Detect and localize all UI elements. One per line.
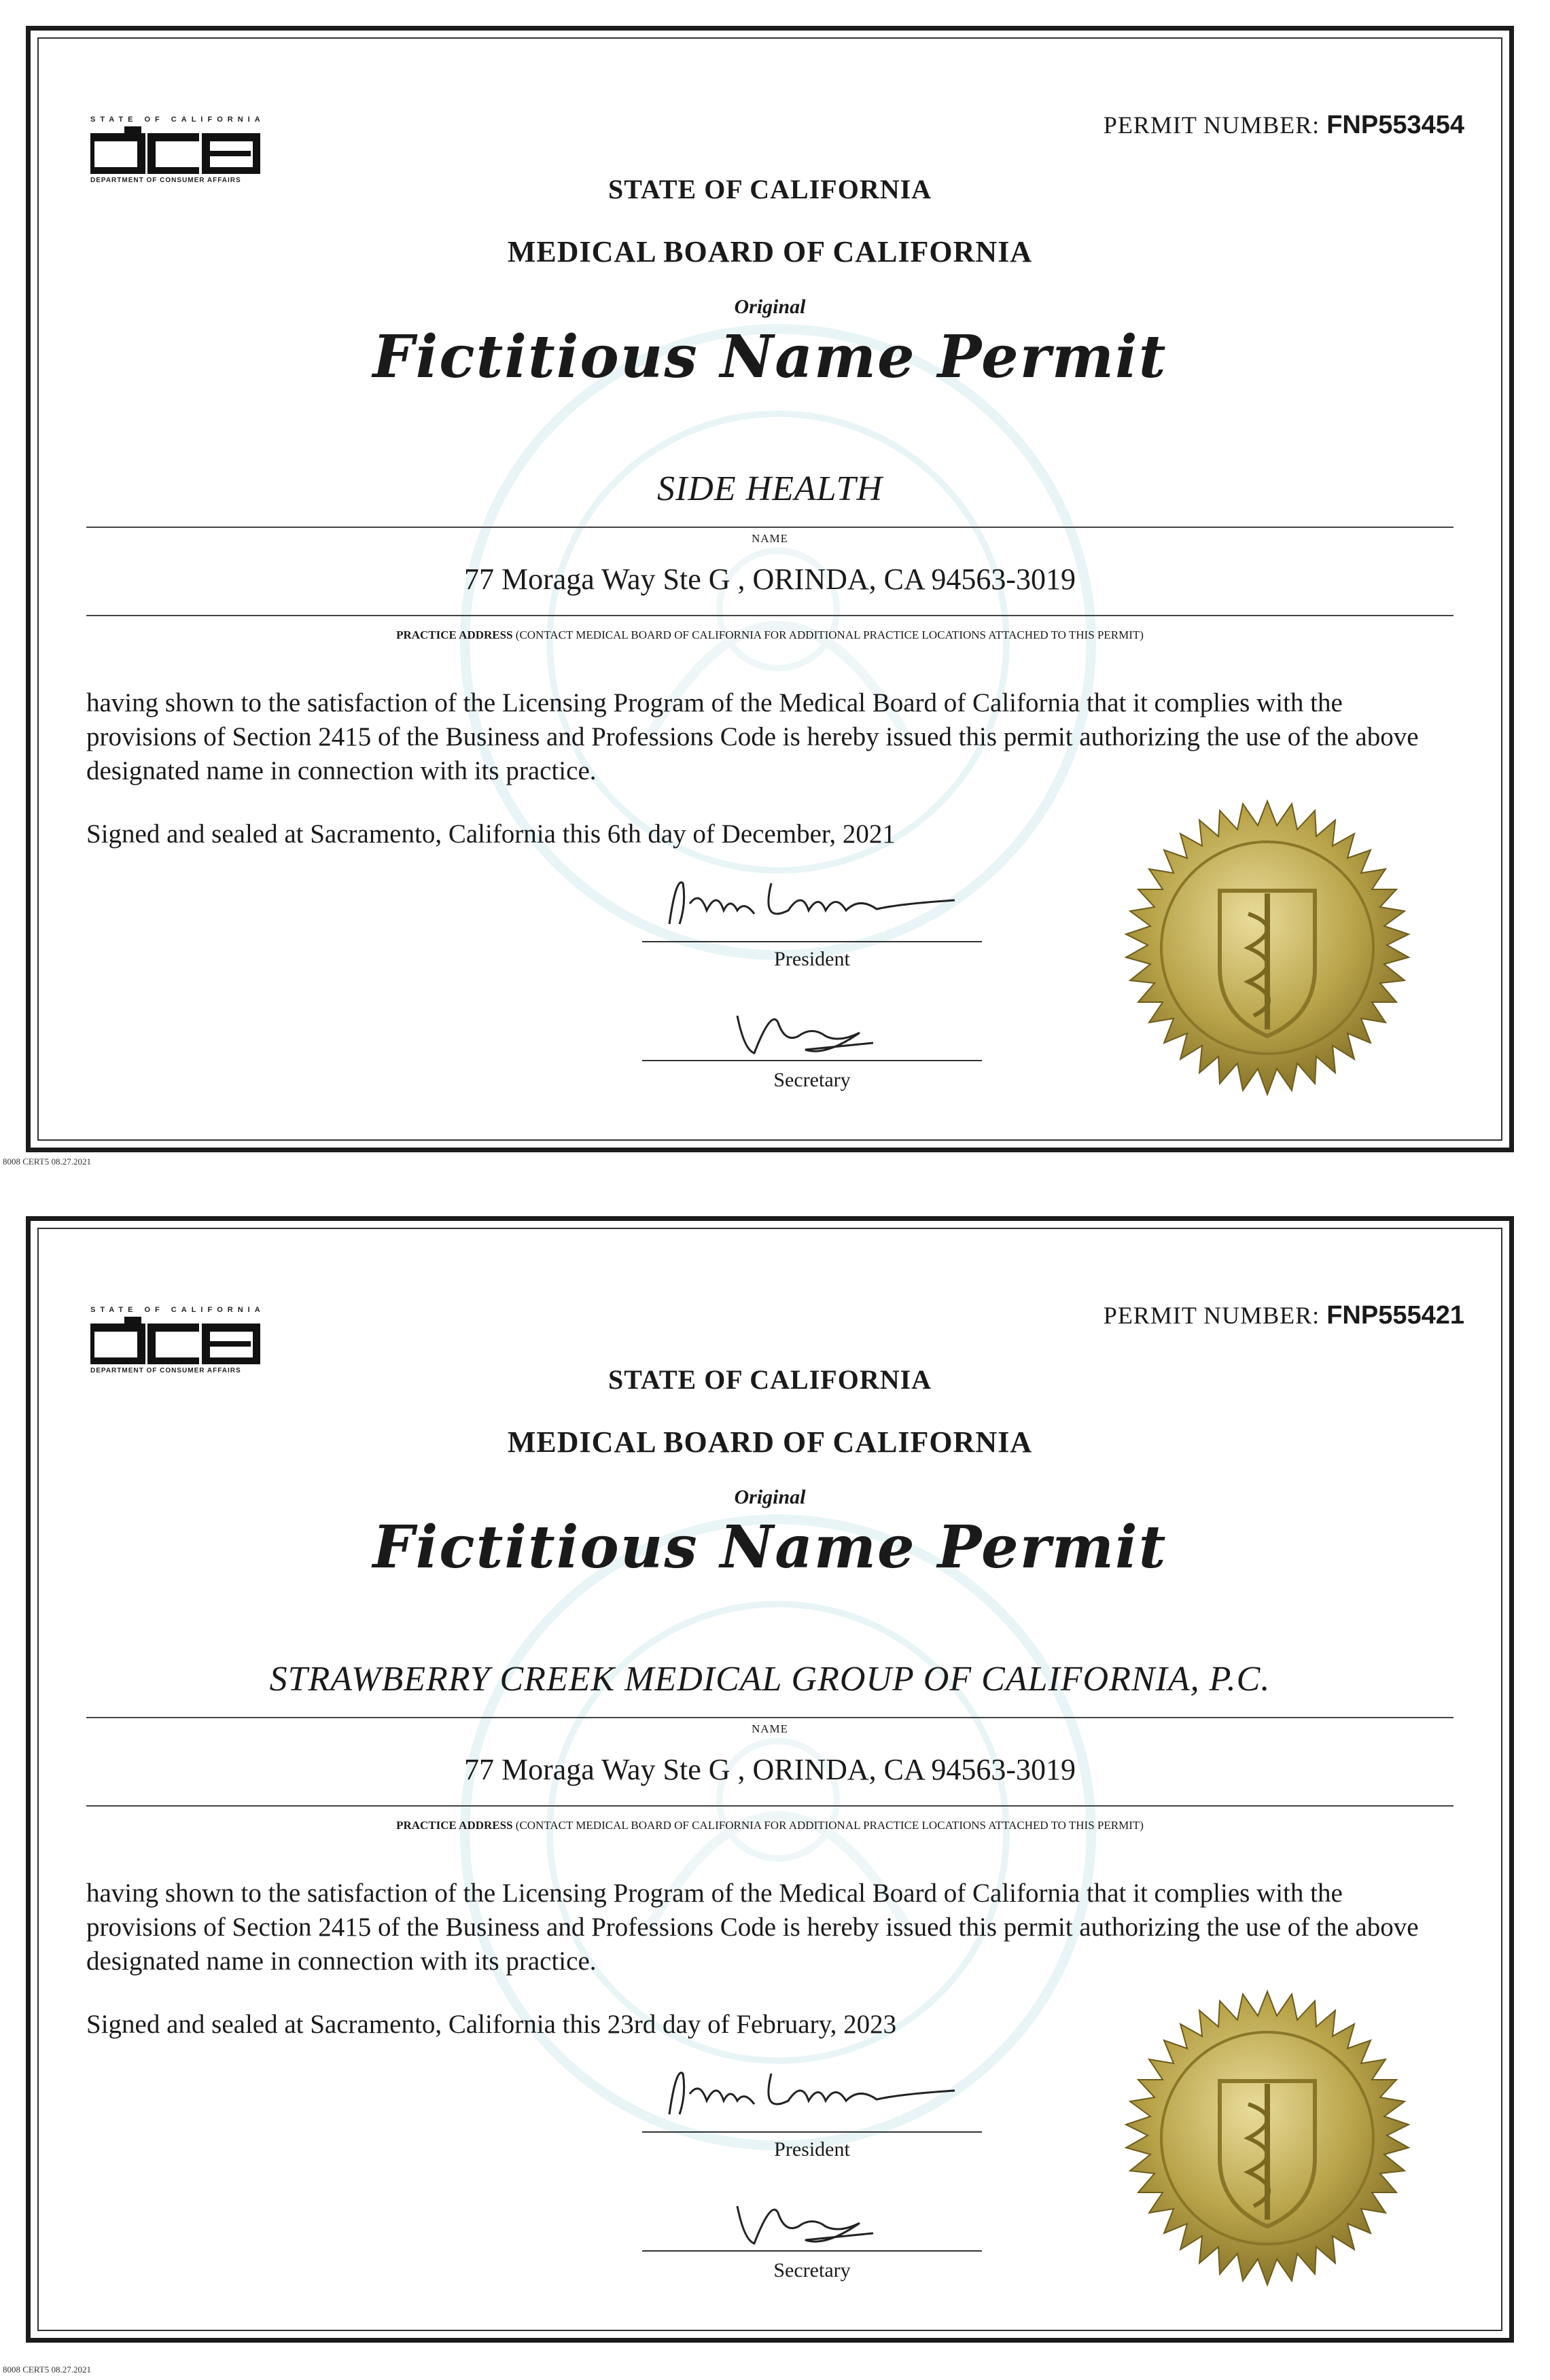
- president-label: President: [774, 2138, 850, 2161]
- permit-body-text: having shown to the satisfaction of the Licensing Program of the Medical Board of California that it complies with the provisions of Section 2415 of the Business and Professions Code is hereby issued this permit authorizing the use of the above designated name in connection with its practice.: [86, 1879, 1419, 1976]
- original-label: Original: [734, 1486, 806, 1508]
- permit-body-text: having shown to the satisfaction of the Licensing Program of the Medical Board of California that it complies with the provisions of Section 2415 of the Business and Professions Code is hereby issued this permit authorizing the use of the above designated name in connection with its practice.: [86, 688, 1419, 785]
- name-rule: [86, 527, 1454, 528]
- permit-number-label: PERMIT NUMBER:: [1103, 1302, 1320, 1329]
- secretary-label: Secretary: [773, 2259, 851, 2281]
- practice-address-label-note: (CONTACT MEDICAL BOARD OF CALIFORNIA FOR ADDITIONAL PRACTICE LOCATIONS ATTACHED TO THIS PERMIT): [512, 1819, 1144, 1832]
- practice-address-label-bold: PRACTICE ADDRESS: [396, 1819, 513, 1832]
- dca-logo-top-text: STATE OF CALIFORNIA: [90, 1306, 265, 1314]
- signed-date-line: Signed and sealed at Sacramento, California this 6th day of December, 2021: [86, 819, 896, 849]
- permit-number-value: FNP555421: [1326, 1301, 1464, 1330]
- business-name: STRAWBERRY CREEK MEDICAL GROUP OF CALIFORNIA, P.C.: [269, 1660, 1271, 1699]
- secretary-signature-line: [642, 2250, 982, 2252]
- practice-address: 77 Moraga Way Ste G , ORINDA, CA 94563-3019: [463, 1753, 1076, 1786]
- medical-board-gold-seal: [1118, 798, 1417, 1097]
- dca-logo-mark: [90, 126, 260, 174]
- permit-number-value: FNP553454: [1326, 111, 1464, 139]
- permit-number-line: [1104, 111, 1464, 140]
- name-rule: [86, 1717, 1454, 1718]
- state-heading: STATE OF CALIFORNIA: [607, 1364, 932, 1395]
- secretary-signature: [724, 995, 900, 1063]
- signed-date-line: Signed and sealed at Sacramento, California this 23rd day of February, 2023: [86, 2010, 897, 2039]
- dca-logo-bottom-text: DEPARTMENT OF CONSUMER AFFAIRS: [90, 1367, 241, 1374]
- permit-certificate-2: [26, 1216, 1514, 2343]
- president-label: President: [774, 948, 850, 970]
- practice-address-label: [31, 1819, 1509, 1832]
- practice-address-label-note: (CONTACT MEDICAL BOARD OF CALIFORNIA FOR ADDITIONAL PRACTICE LOCATIONS ATTACHED TO THIS PERMIT): [512, 628, 1144, 641]
- board-heading: MEDICAL BOARD OF CALIFORNIA: [507, 1425, 1033, 1459]
- permit-title: Fictitious Name Permit: [372, 1513, 1167, 1582]
- secretary-signature: [724, 2186, 900, 2254]
- secretary-signature-line: [642, 1060, 982, 1061]
- address-rule: [86, 615, 1454, 616]
- permit-number-line: [1104, 1301, 1464, 1330]
- business-name: SIDE HEALTH: [656, 469, 883, 508]
- president-signature: [642, 2053, 982, 2128]
- form-code-2: 8008 CERT5 08.27.2021: [3, 2364, 91, 2375]
- permit-title: Fictitious Name Permit: [372, 323, 1167, 391]
- practice-address-label-bold: PRACTICE ADDRESS: [396, 628, 513, 641]
- president-signature-line: [642, 941, 982, 942]
- practice-address-label: [31, 628, 1509, 642]
- state-heading: STATE OF CALIFORNIA: [607, 174, 932, 205]
- secretary-label: Secretary: [773, 1069, 851, 1091]
- name-label: NAME: [751, 1722, 789, 1735]
- permit-certificate-1: [26, 26, 1514, 1152]
- name-label: NAME: [751, 532, 789, 545]
- president-signature: [642, 863, 982, 938]
- dca-logo-mark: [90, 1317, 260, 1364]
- address-rule: [86, 1805, 1454, 1807]
- board-heading: MEDICAL BOARD OF CALIFORNIA: [507, 235, 1033, 268]
- original-label: Original: [734, 296, 806, 318]
- dca-logo-bottom-text: DEPARTMENT OF CONSUMER AFFAIRS: [90, 177, 241, 184]
- practice-address: 77 Moraga Way Ste G , ORINDA, CA 94563-3019: [463, 563, 1076, 596]
- medical-board-gold-seal: [1118, 1989, 1417, 2288]
- dca-logo-top-text: STATE OF CALIFORNIA: [90, 116, 265, 124]
- permit-number-label: PERMIT NUMBER:: [1103, 111, 1320, 139]
- president-signature-line: [642, 2131, 982, 2133]
- form-code-1: 8008 CERT5 08.27.2021: [3, 1156, 91, 1167]
